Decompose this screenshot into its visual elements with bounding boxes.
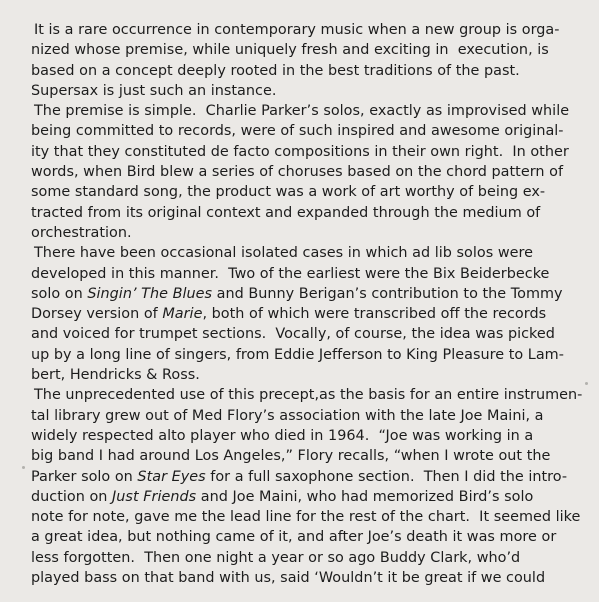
text-line [31, 527, 575, 547]
text-run: ity that they constituted de facto compositions in their own right. In other [31, 143, 569, 160]
text-run: orchestration. [31, 224, 132, 241]
text-run: up by a long line of singers, from Eddie Jefferson to King Pleasure to Lam- [31, 346, 564, 363]
text-line [31, 568, 575, 588]
text-line [31, 487, 575, 507]
paragraph [31, 101, 575, 243]
text-run: a great idea, but nothing came of it, and after Joe’s death it was more or [31, 529, 557, 546]
print-speck [22, 466, 25, 469]
text-line [31, 20, 575, 40]
text-run: , both of which were transcribed off the records [202, 306, 547, 323]
text-line [31, 406, 575, 426]
text-run: and voiced for trumpet sections. Vocally, of course, the idea was picked [31, 326, 555, 343]
text-run: The premise is simple. Charlie Parker’s solos, exactly as improvised while [34, 103, 570, 120]
text-run: words, when Bird blew a series of choruses based on the chord pattern of [31, 164, 564, 181]
paragraph [31, 243, 575, 385]
text-line [31, 548, 575, 568]
text-run: Dorsey version of [31, 306, 163, 323]
text-run: duction on [31, 488, 113, 505]
text-line [31, 385, 583, 405]
text-run: less forgotten. Then one night a year or so ago Buddy Clark, who’d [31, 549, 521, 566]
text-line [31, 446, 575, 466]
text-run: It is a rare occurrence in contemporary music when a new group is orga- [34, 22, 560, 38]
text-line [31, 304, 575, 324]
text-run: tal library grew out of Med Flory’s association with the late Joe Maini, a [31, 407, 544, 424]
text-run: solo on [31, 285, 88, 302]
text-line [31, 264, 575, 284]
text-line [31, 182, 575, 202]
text-run: nized whose premise, while uniquely fresh and exciting in execution, is [31, 42, 549, 59]
text-run: based on a concept deeply rooted in the best traditions of the past. [31, 62, 520, 79]
text-run: and Joe Maini, who had memorized Bird’s solo [196, 488, 534, 505]
text-line [31, 203, 575, 223]
text-run: for a full saxophone section. Then I did the intro- [205, 468, 568, 485]
song-title: Marie [162, 306, 203, 323]
text-run: and Bunny Berigan’s contribution to the Tommy [212, 285, 563, 302]
text-line [31, 507, 581, 527]
text-run: There have been occasional isolated cases in which ad lib solos were [34, 245, 533, 262]
text-line [31, 284, 575, 304]
text-run: bert, Hendricks & Ross. [31, 367, 200, 384]
text-line [31, 223, 575, 243]
text-run: played bass on that band with us, said ‘Wouldn’t it be great if we could [31, 570, 546, 587]
print-speck [585, 382, 588, 385]
text-run: The unprecedented use of this precept,as the basis for an entire instrumen- [34, 387, 583, 404]
paragraph [31, 385, 583, 588]
paragraph [31, 20, 575, 101]
text-line [31, 81, 575, 101]
text-run: some standard song, the product was a work of art worthy of being ex- [31, 184, 546, 201]
text-line [31, 101, 575, 121]
text-line [31, 345, 575, 365]
text-line [31, 61, 575, 81]
text-line [31, 467, 575, 487]
song-title: Singin’ The Blues [87, 285, 213, 302]
text-line [31, 324, 575, 344]
text-run: being committed to records, were of such inspired and awesome original- [31, 123, 564, 140]
text-run: note for note, gave me the lead line for the rest of the chart. It seemed like [31, 509, 581, 526]
text-line [31, 142, 575, 162]
text-run: big band I had around Los Angeles,” Flory recalls, “when I wrote out the [31, 448, 551, 465]
song-title: Just Friends [112, 488, 197, 505]
text-run: developed in this manner. Two of the earliest were the Bix Beiderbecke [31, 265, 550, 282]
text-run: widely respected alto player who died in 1964. “Joe was working in a [31, 427, 534, 444]
text-line [31, 365, 575, 385]
text-line [31, 426, 575, 446]
text-run: Supersax is just such an instance. [31, 82, 277, 99]
text-line [31, 162, 575, 182]
song-title: Star Eyes [137, 468, 206, 485]
liner-notes-text [31, 20, 583, 588]
text-line [31, 243, 575, 263]
text-line [31, 40, 575, 60]
text-line [31, 121, 575, 141]
text-run: Parker solo on [31, 468, 138, 485]
text-run: tracted from its original context and expanded through the medium of [31, 204, 541, 221]
